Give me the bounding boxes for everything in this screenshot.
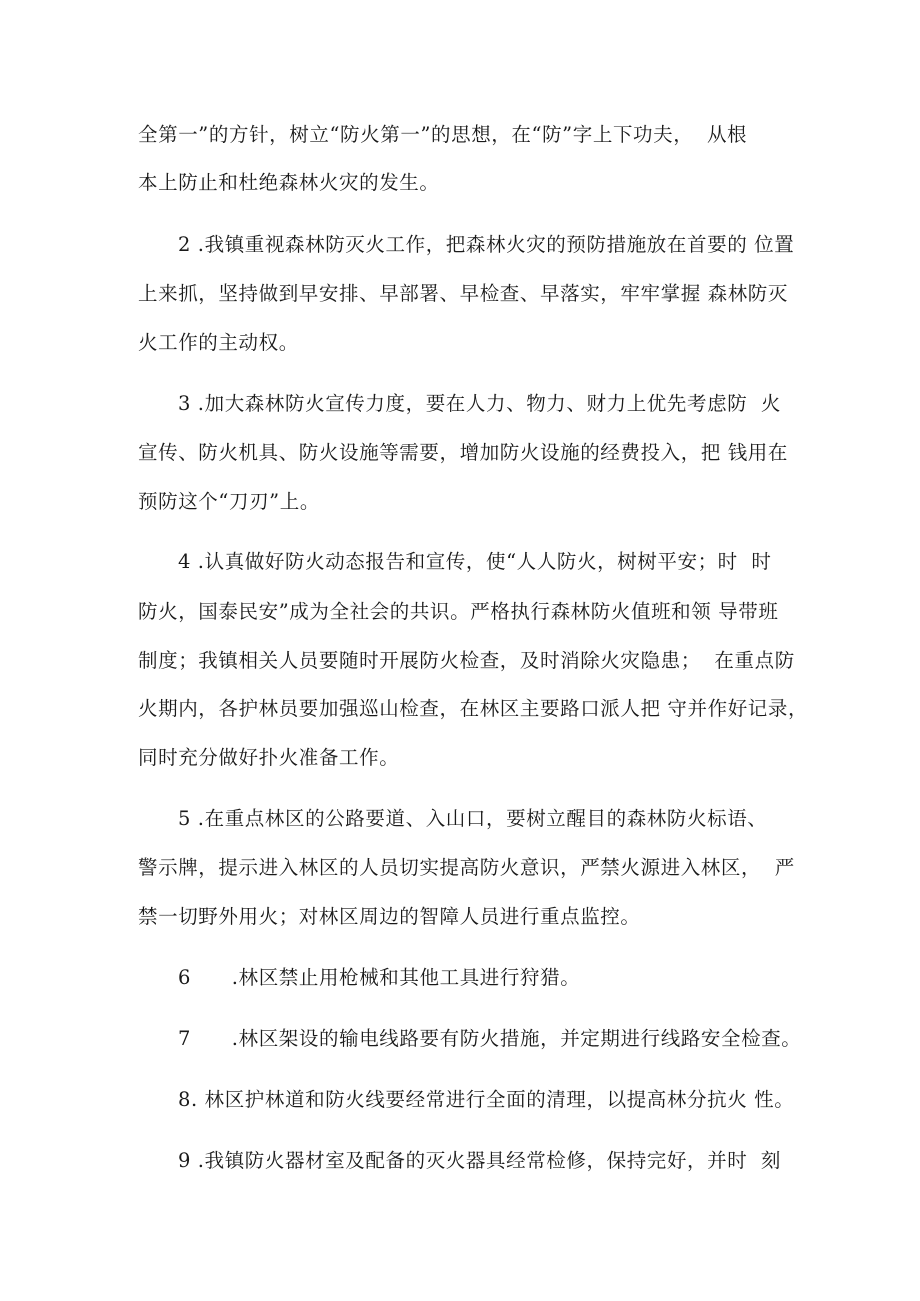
- text-line: 全第一”的方针，树立“防火第一”的思想，在“防”字上下功夫， 从根: [138, 123, 748, 146]
- list-item-5-line: 5 .在重点林区的公路要道、入山口，要树立醒目的森林防火标语、: [178, 807, 768, 830]
- text-line: 制度；我镇相关人员要随时开展防火检查，及时消除火灾隐患； 在重点防: [138, 649, 795, 672]
- list-item-7-line: 7 .林区架设的输电线路要有防火措施，并定期进行线路安全检查。: [178, 1027, 802, 1050]
- list-item-6-line: 6 .林区禁止用枪械和其他工具进行狩猎。: [178, 966, 581, 989]
- list-item-9-line: 9 .我镇防火器材室及配备的灭火器具经常检修，保持完好，并时 刻: [178, 1149, 782, 1172]
- text-line: 火期内，各护林员要加强巡山检查，在林区主要路口派人把 守并作好记录，: [138, 697, 809, 720]
- text-line: 宣传、防火机具、防火设施等需要，增加防火设施的经费投入，把 钱用在: [138, 441, 788, 464]
- text-line: 防火，国泰民安”成为全社会的共识。严格执行森林防火值班和领 导带班: [138, 600, 779, 623]
- text-line: 禁一切野外用火；对林区周边的智障人员进行重点监控。: [138, 905, 641, 928]
- list-item-4-line: 4 .认真做好防火动态报告和宣传，使“人人防火，树树平安；时 时: [178, 550, 772, 573]
- text-line: 本上防止和杜绝森林火灾的发生。: [138, 171, 440, 194]
- list-item-2-line: 2 .我镇重视森林防灭火工作，把森林火灾的预防措施放在首要的 位置: [178, 233, 795, 256]
- text-line: 预防这个“刀刃”上。: [138, 490, 320, 513]
- text-line: 火工作的主动权。: [138, 331, 299, 354]
- list-item-3-line: 3 .加大森林防火宣传力度，要在人力、物力、财力上优先考虑防 火: [178, 392, 782, 415]
- text-line: 上来抓，坚持做到早安排、早部署、早检查、早落实，牢牢掌握 森林防灭: [138, 282, 788, 305]
- text-line: 警示牌，提示进入林区的人员切实提高防火意识，严禁火源进入林区， 严: [138, 856, 795, 879]
- text-line: 同时充分做好扑火准备工作。: [138, 746, 400, 769]
- list-item-8-line: 8. 林区护林道和防火线要经常进行全面的清理，以提高林分抗火 性。: [178, 1088, 795, 1111]
